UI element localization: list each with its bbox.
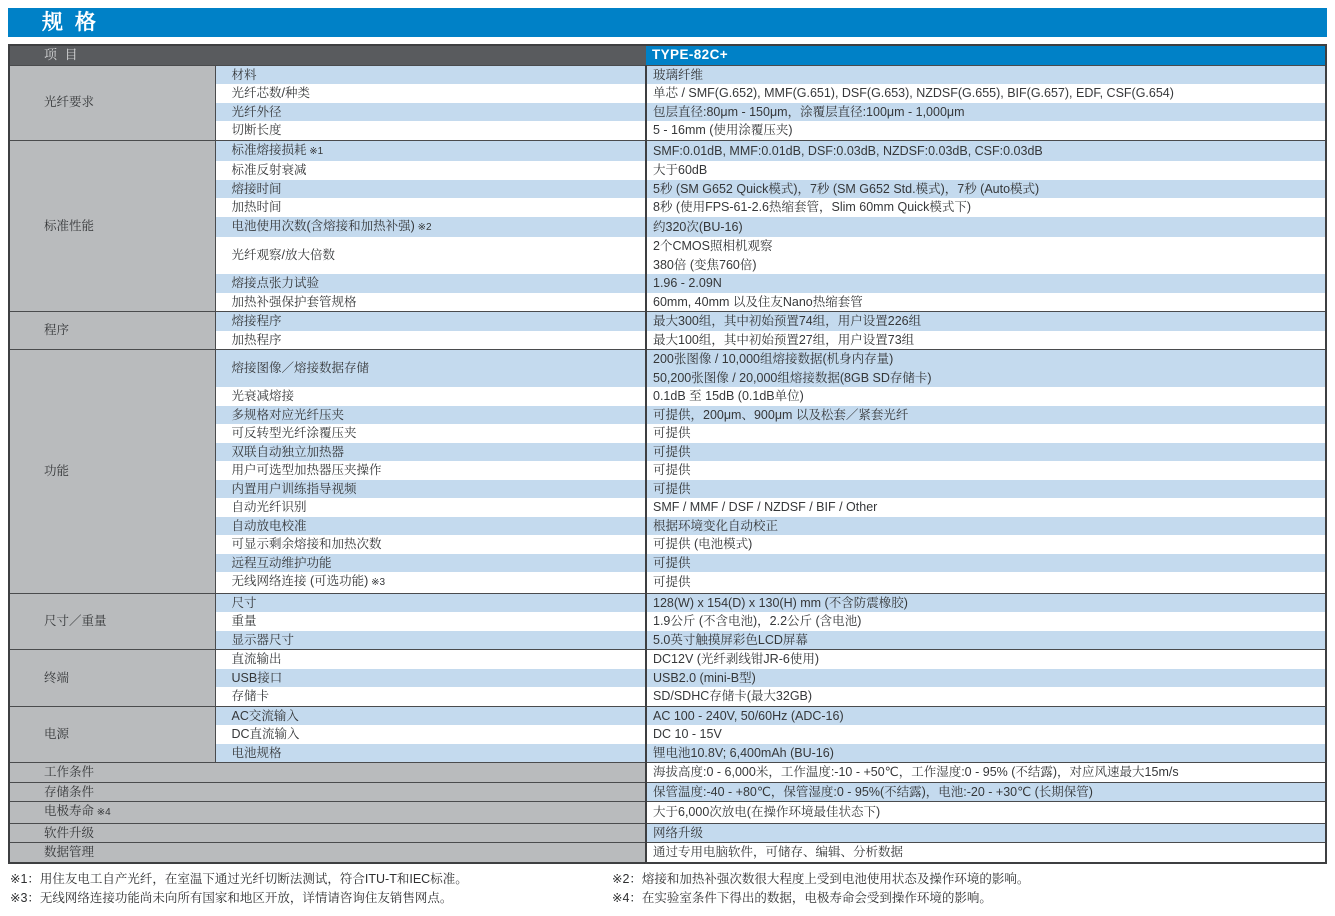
- spec-label-cell: 内置用户训练指导视频: [215, 480, 646, 499]
- page-title: 规 格: [8, 8, 1327, 37]
- spec-value-cell: 5.0英寸触摸屏彩色LCD屏幕: [646, 631, 1326, 650]
- spec-table: [8, 44, 1327, 864]
- spec-row: [9, 802, 1326, 824]
- spec-value-cell: 最大100组，其中初始预置27组，用户设置73组: [646, 331, 1326, 350]
- spec-value-cell: 保管温度:-40 - +80℃，保管湿度:0 - 95%(不结露)，电池:-20 - +30℃ (长期保管): [646, 782, 1326, 802]
- spec-group-cell: 电极寿命 ※4: [9, 802, 646, 824]
- spec-value-cell: 5 - 16mm (使用涂覆压夹): [646, 121, 1326, 140]
- spec-label-cell: 标准熔接损耗 ※1: [215, 140, 646, 161]
- spec-label-cell: DC直流输入: [215, 725, 646, 744]
- spec-label-cell: 多规格对应光纤压夹: [215, 406, 646, 425]
- spec-row: [9, 843, 1326, 863]
- spec-label-cell: 加热程序: [215, 331, 646, 350]
- spec-value-cell: 通过专用电脑软件，可储存、编辑、分析数据: [646, 843, 1326, 863]
- footnote-marker: ※1: [306, 145, 324, 157]
- spec-label-cell: 用户可选型加热器压夹操作: [215, 461, 646, 480]
- spec-group-cell: 终端: [9, 650, 215, 707]
- spec-value-cell: 128(W) x 154(D) x 130(H) mm (不含防震橡胶): [646, 593, 1326, 612]
- spec-value-cell: DC 10 - 15V: [646, 725, 1326, 744]
- spec-value-cell: 2个CMOS照相机观察 380倍 (变焦760倍): [646, 237, 1326, 274]
- spec-value-cell: 网络升级: [646, 823, 1326, 843]
- spec-label-cell: 自动放电校准: [215, 517, 646, 536]
- spec-label-cell: 自动光纤识别: [215, 498, 646, 517]
- spec-value-cell: 1.96 - 2.09N: [646, 274, 1326, 293]
- spec-row: [9, 140, 1326, 161]
- spec-group-cell: 数据管理: [9, 843, 646, 863]
- spec-value-cell: AC 100 - 240V, 50/60Hz (ADC-16): [646, 706, 1326, 725]
- spec-label-cell: 光纤芯数/种类: [215, 84, 646, 103]
- spec-value-cell: 海拔高度:0 - 6,000米，工作温度:-10 - +50℃，工作湿度:0 - 95% (不结露)，对应风速最大15m/s: [646, 763, 1326, 783]
- spec-group-cell: 电源: [9, 706, 215, 763]
- spec-value-cell: 锂电池10.8V; 6,400mAh (BU-16): [646, 744, 1326, 763]
- spec-label-cell: 熔接图像／熔接数据存储: [215, 350, 646, 388]
- spec-group-cell: 程序: [9, 312, 215, 350]
- spec-value-cell: 约320次(BU-16): [646, 217, 1326, 238]
- spec-label-cell: 熔接时间: [215, 180, 646, 199]
- spec-group-cell: 软件升级: [9, 823, 646, 843]
- spec-label-cell: 显示器尺寸: [215, 631, 646, 650]
- spec-label-cell: AC交流输入: [215, 706, 646, 725]
- footnote-line: ※3：无线网络连接功能尚未向所有国家和地区开放，详情请咨询住友销售网点。: [10, 890, 453, 905]
- spec-row: [9, 593, 1326, 612]
- spec-row: [9, 650, 1326, 669]
- spec-label-cell: 电池规格: [215, 744, 646, 763]
- spec-label-cell: 远程互动维护功能: [215, 554, 646, 573]
- spec-group-cell: 标准性能: [9, 140, 215, 312]
- spec-row: [9, 763, 1326, 783]
- spec-value-cell: 可提供: [646, 461, 1326, 480]
- spec-value-cell: 根据环境变化自动校正: [646, 517, 1326, 536]
- table-header-row: [9, 45, 1326, 65]
- spec-value-cell: 可提供，200μm、900μm 以及松套／紧套光纤: [646, 406, 1326, 425]
- spec-value-cell: 包层直径:80μm - 150μm，涂覆层直径:100μm - 1,000μm: [646, 103, 1326, 122]
- spec-row: [9, 65, 1326, 84]
- spec-value-cell: 8秒 (使用FPS-61-2.6热缩套管，Slim 60mm Quick模式下): [646, 198, 1326, 217]
- spec-value-cell: DC12V (光纤剥线钳JR-6使用): [646, 650, 1326, 669]
- spec-value-cell: 可提供: [646, 424, 1326, 443]
- spec-value-cell: 大于6,000次放电(在操作环境最佳状态下): [646, 802, 1326, 824]
- spec-label-cell: 电池使用次数(含熔接和加热补强) ※2: [215, 217, 646, 238]
- spec-label-cell: USB接口: [215, 669, 646, 688]
- spec-value-cell: 0.1dB 至 15dB (0.1dB单位): [646, 387, 1326, 406]
- footnote-marker: ※3: [368, 577, 386, 588]
- footnote-line: ※2：熔接和加热补强次数很大程度上受到电池使用状态及操作环境的影响。: [612, 871, 1030, 886]
- spec-value-cell: 可提供: [646, 480, 1326, 499]
- spec-label-cell: 可反转型光纤涂覆压夹: [215, 424, 646, 443]
- spec-row: [9, 706, 1326, 725]
- spec-value-cell: 60mm, 40mm 以及住友Nano热缩套管: [646, 293, 1326, 312]
- spec-row: [9, 782, 1326, 802]
- spec-value-cell: 5秒 (SM G652 Quick模式)，7秒 (SM G652 Std.模式)，7秒 (Auto模式): [646, 180, 1326, 199]
- items-column-header: 项 目: [9, 45, 646, 65]
- spec-row: [9, 312, 1326, 331]
- spec-value-cell: 大于60dB: [646, 161, 1326, 180]
- spec-value-cell: 可提供: [646, 443, 1326, 462]
- spec-label-cell: 光纤外径: [215, 103, 646, 122]
- spec-label-cell: 存储卡: [215, 687, 646, 706]
- spec-value-cell: USB2.0 (mini-B型): [646, 669, 1326, 688]
- footnote-line: ※1：用住友电工自产光纤，在室温下通过光纤切断法测试，符合ITU-T和IEC标准。: [10, 871, 468, 886]
- spec-value-cell: 200张图像 / 10,000组熔接数据(机身内存量) 50,200张图像 / 20,000组熔接数据(8GB SD存储卡): [646, 350, 1326, 388]
- spec-label-cell: 熔接程序: [215, 312, 646, 331]
- spec-value-cell: 单芯 / SMF(G.652), MMF(G.651), DSF(G.653), NZDSF(G.655), BIF(G.657), EDF, CSF(G.654): [646, 84, 1326, 103]
- spec-label-cell: 切断长度: [215, 121, 646, 140]
- footnote-marker: ※2: [414, 221, 432, 233]
- spec-value-cell: 玻璃纤维: [646, 65, 1326, 84]
- footnote-line: ※4：在实验室条件下得出的数据，电极寿命会受到操作环境的影响。: [612, 890, 992, 905]
- spec-label-cell: 光纤观察/放大倍数: [215, 237, 646, 274]
- spec-value-cell: SD/SDHC存储卡(最大32GB): [646, 687, 1326, 706]
- spec-label-cell: 加热时间: [215, 198, 646, 217]
- model-column-header: TYPE-82C+: [646, 45, 1326, 65]
- spec-label-cell: 光衰减熔接: [215, 387, 646, 406]
- spec-value-cell: SMF / MMF / DSF / NZDSF / BIF / Other: [646, 498, 1326, 517]
- footnote-marker: ※4: [94, 807, 111, 818]
- spec-label-cell: 无线网络连接 (可选功能) ※3: [215, 572, 646, 593]
- spec-group-cell: 光纤要求: [9, 65, 215, 140]
- spec-value-cell: 可提供: [646, 572, 1326, 593]
- footnotes: [8, 870, 1329, 916]
- spec-label-cell: 重量: [215, 612, 646, 631]
- spec-row: [9, 823, 1326, 843]
- spec-value-cell: 可提供 (电池模式): [646, 535, 1326, 554]
- spec-label-cell: 尺寸: [215, 593, 646, 612]
- spec-group-cell: 尺寸／重量: [9, 593, 215, 650]
- spec-label-cell: 标准反射衰减: [215, 161, 646, 180]
- spec-label-cell: 加热补强保护套管规格: [215, 293, 646, 312]
- spec-label-cell: 熔接点张力试验: [215, 274, 646, 293]
- spec-group-cell: 功能: [9, 350, 215, 594]
- spec-group-cell: 工作条件: [9, 763, 646, 783]
- spec-value-cell: SMF:0.01dB, MMF:0.01dB, DSF:0.03dB, NZDSF:0.03dB, CSF:0.03dB: [646, 140, 1326, 161]
- spec-label-cell: 直流输出: [215, 650, 646, 669]
- spec-label-cell: 材料: [215, 65, 646, 84]
- spec-row: [9, 350, 1326, 388]
- spec-label-cell: 双联自动独立加热器: [215, 443, 646, 462]
- spec-value-cell: 最大300组，其中初始预置74组，用户设置226组: [646, 312, 1326, 331]
- spec-label-cell: 可显示剩余熔接和加热次数: [215, 535, 646, 554]
- spec-value-cell: 1.9公斤 (不含电池)，2.2公斤 (含电池): [646, 612, 1326, 631]
- spec-group-cell: 存储条件: [9, 782, 646, 802]
- spec-value-cell: 可提供: [646, 554, 1326, 573]
